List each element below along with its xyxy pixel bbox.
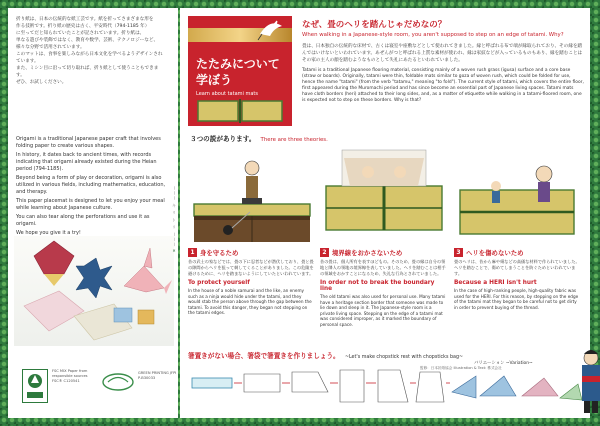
jp-line: に至ってだと知られていたことが記されています。折り紙は、 [16,31,145,36]
question-jp-body: 畳は、日本独自の伝統的な床材で、古くは寝室や座敷などとして使われてきました。縁と呼ばれる布で端が縁取られており、その縁を踏んではいけないといわれています。あぜんがつと呼ばれる上質な素材が使われ、縁は家紋などが入っているものもあり、縁を踏むことはその家の主人の顔を踏むようなものとして失礼にあたるといわれていました。 [302,44,583,63]
chopstick-rest-title [188,350,584,360]
theories-en: There are three theories. [260,137,328,143]
fsc-logo [22,369,48,403]
en-paragraph: This paper placemat is designed to let you enjoy your meal while learning about Japanese culture. [16,198,165,211]
japanese-intro [16,16,166,86]
theory-en-title: To protect yourself [188,280,250,286]
tatami-diagram [196,99,286,123]
illustration-protect [188,146,316,246]
question-en-body: Tatami is a traditional Japanese flooring material, consisting mainly of a woven rush grass (igusa) surface and a core base (straw or boards). Originally, tatami were thin, foldable mats similar to goza of woven rush, which could be folded for use, hence the name "tatami" (from the verb "tatamu," meaning "to fold"). The current style of tatami, which covers the entire floor, first appeared during the Muromachi period and has since become an essential part of Japanese living spaces. Tatami mats have cloth borders (heri) attached to their long sides, and, as a matter of etiquette while walking in a tatami-floored room, one is expected not to step on these borders. Why is that? [302,68,584,103]
jp-line: 単なる遊びや装飾ではなく、教育や数学、芸術、テクノロジーなど、 [16,38,159,43]
origami-illustration [14,236,174,346]
chopstick-rest-jp: 箸置きがない場合、箸袋で箸置きを作りましょう。 [188,352,340,360]
origami-photo [14,236,174,346]
jp-line: 作る技術です。折り紙の歴史は古く、平安時代（794-1185 年） [16,24,150,29]
theories-heading [190,133,328,143]
theory-en-body: The old tatami was also used for personal use. Many tatami have a heritage section border that someone was made to lie down and sleep in it. The Japanese-style room is a private living space. Stepping on the edge of a tatami mat was considered improper, as it marked the boundary of personal space. [320,294,446,327]
samurai-figure [576,346,600,416]
theory-en-title: In order not to break the boundary line [320,280,435,292]
question-section [302,20,584,104]
theories-jp: ３つの説があります。 [190,135,256,143]
jp-line: 様々な分野で活用されています。 [16,45,85,50]
theory-jp-title: 身を守るため [200,249,239,257]
theory-en-body: In the case of high-ranking people, high-quality fabric was used for the HERI. For this reason, by stepping on the edge of the tatami mat they began to be careful not to get dirty in order to prevent buying of the thread. [454,288,579,310]
theory-jp-body: 昔の武士の家などでは、畳の下に忍者などが潜伏しており、畳と畳の隙間からヘリを狙って刺してくることがありました。この危険を避けるために、ヘリを踏まないようにしていたといわれています。 [188,259,314,276]
theory-header [188,248,314,257]
left-panel [8,8,178,418]
variation-label: バリエーション ~Variation~ [474,361,533,366]
jp-line: ぜひ、お試しください。 [16,80,67,85]
jp-line: 折り紙は、日本の伝統的な紙工芸です。紙を折ってさまざまな形を [16,17,154,22]
theory-item-boundary [320,248,446,328]
theory-number: 3 [454,248,463,257]
theory-jp-body: 昔の畳は、個人所有を表すほどもの。そのため、畳の縁は自分の領地と隣人の領地の境界線を表していました。ヘリを踏むことは相手の領域をおかすことになるため、失礼な行為とされていました。 [320,259,446,276]
title-jp [196,56,280,88]
theory-jp-body: 畳のヘリは、昔から麻や絹などの高価な材料で作られていました。ヘリを踏むことで、傷めてしまうことを防ぐためといわれています。 [454,259,580,276]
jp-line: このマットは、食事を楽しみながら日本文化を学べるようデザインされています。 [16,52,163,64]
en-paragraph: We hope you give it a try! [16,230,81,236]
title-en: Learn about tatami mats [196,91,258,97]
fsc-label: FSC MIX Paper from responsible sources FSC® C120541 [52,369,88,383]
chopstick-rest-en: ~Let's make chopstick rest with chopsticks bag~ [344,355,464,360]
question-jp: なぜ、畳のヘリを踏んじゃだめなの？ [302,20,447,30]
en-paragraph: Origami is a traditional Japanese paper craft that involves folding paper to create various shapes. [16,136,161,149]
question-en: When walking in a Japanese-style room, you aren't supposed to step on an edge of tatami. Why? [302,32,564,38]
jp-line: また、ミシン目に沿って切り取れば、折り紙として使うこともできます。 [16,66,159,78]
illustration-heri [452,146,582,246]
right-panel [180,8,590,418]
title-card [188,16,292,126]
en-paragraph: In history, it dates back to ancient times, with records indicating that origami already existed during the Heian period (794-1185). [16,152,157,172]
english-intro [16,136,166,239]
theory-jp-title: ヘリを傷めないため [466,249,524,257]
theory-jp-title: 境界線をおかさないため [332,249,403,257]
illustration-boundary [320,146,448,246]
certification-logos [22,363,177,407]
theory-header [454,248,580,257]
scissors-mark-icon: ✕ [171,247,177,254]
theory-en-body: In the house of a noble samurai and the like, an enemy such as a ninja would hide under the tatami, and they would stab the person above through the gap between the tatami. To avoid this danger, they began not stepping on the tatami edges. [188,288,312,316]
theory-number: 1 [188,248,197,257]
theory-item-heri [454,248,580,310]
cut-line-divider [168,120,180,320]
chopstick-rest-section [188,350,584,412]
credit-text: 監修：日本折紙協会 Illustration & Text: 株式会社 [420,366,502,370]
green-printing-label: GREEN PRINTING JFPI P-B30033 [138,371,177,380]
theory-en-title: Because a HERI isn't hurt [454,280,537,286]
en-paragraph: Beyond being a form of play or decoration, origami is also utilized in various fields, including mathematics, education, and therapy. [16,175,166,195]
theory-item-protect [188,248,314,316]
green-printing-logo [102,373,134,391]
theory-header [320,248,446,257]
en-paragraph: You can also tear along the perforations and use it as origami. [16,214,150,227]
theory-number: 2 [320,248,329,257]
title-jp-line1: たたみについて [196,57,280,71]
title-jp-line2: 学ぼう [196,73,233,87]
crane-icon [256,16,286,42]
cut-line-text: ——— キ リ ト リ ——— [172,186,177,248]
